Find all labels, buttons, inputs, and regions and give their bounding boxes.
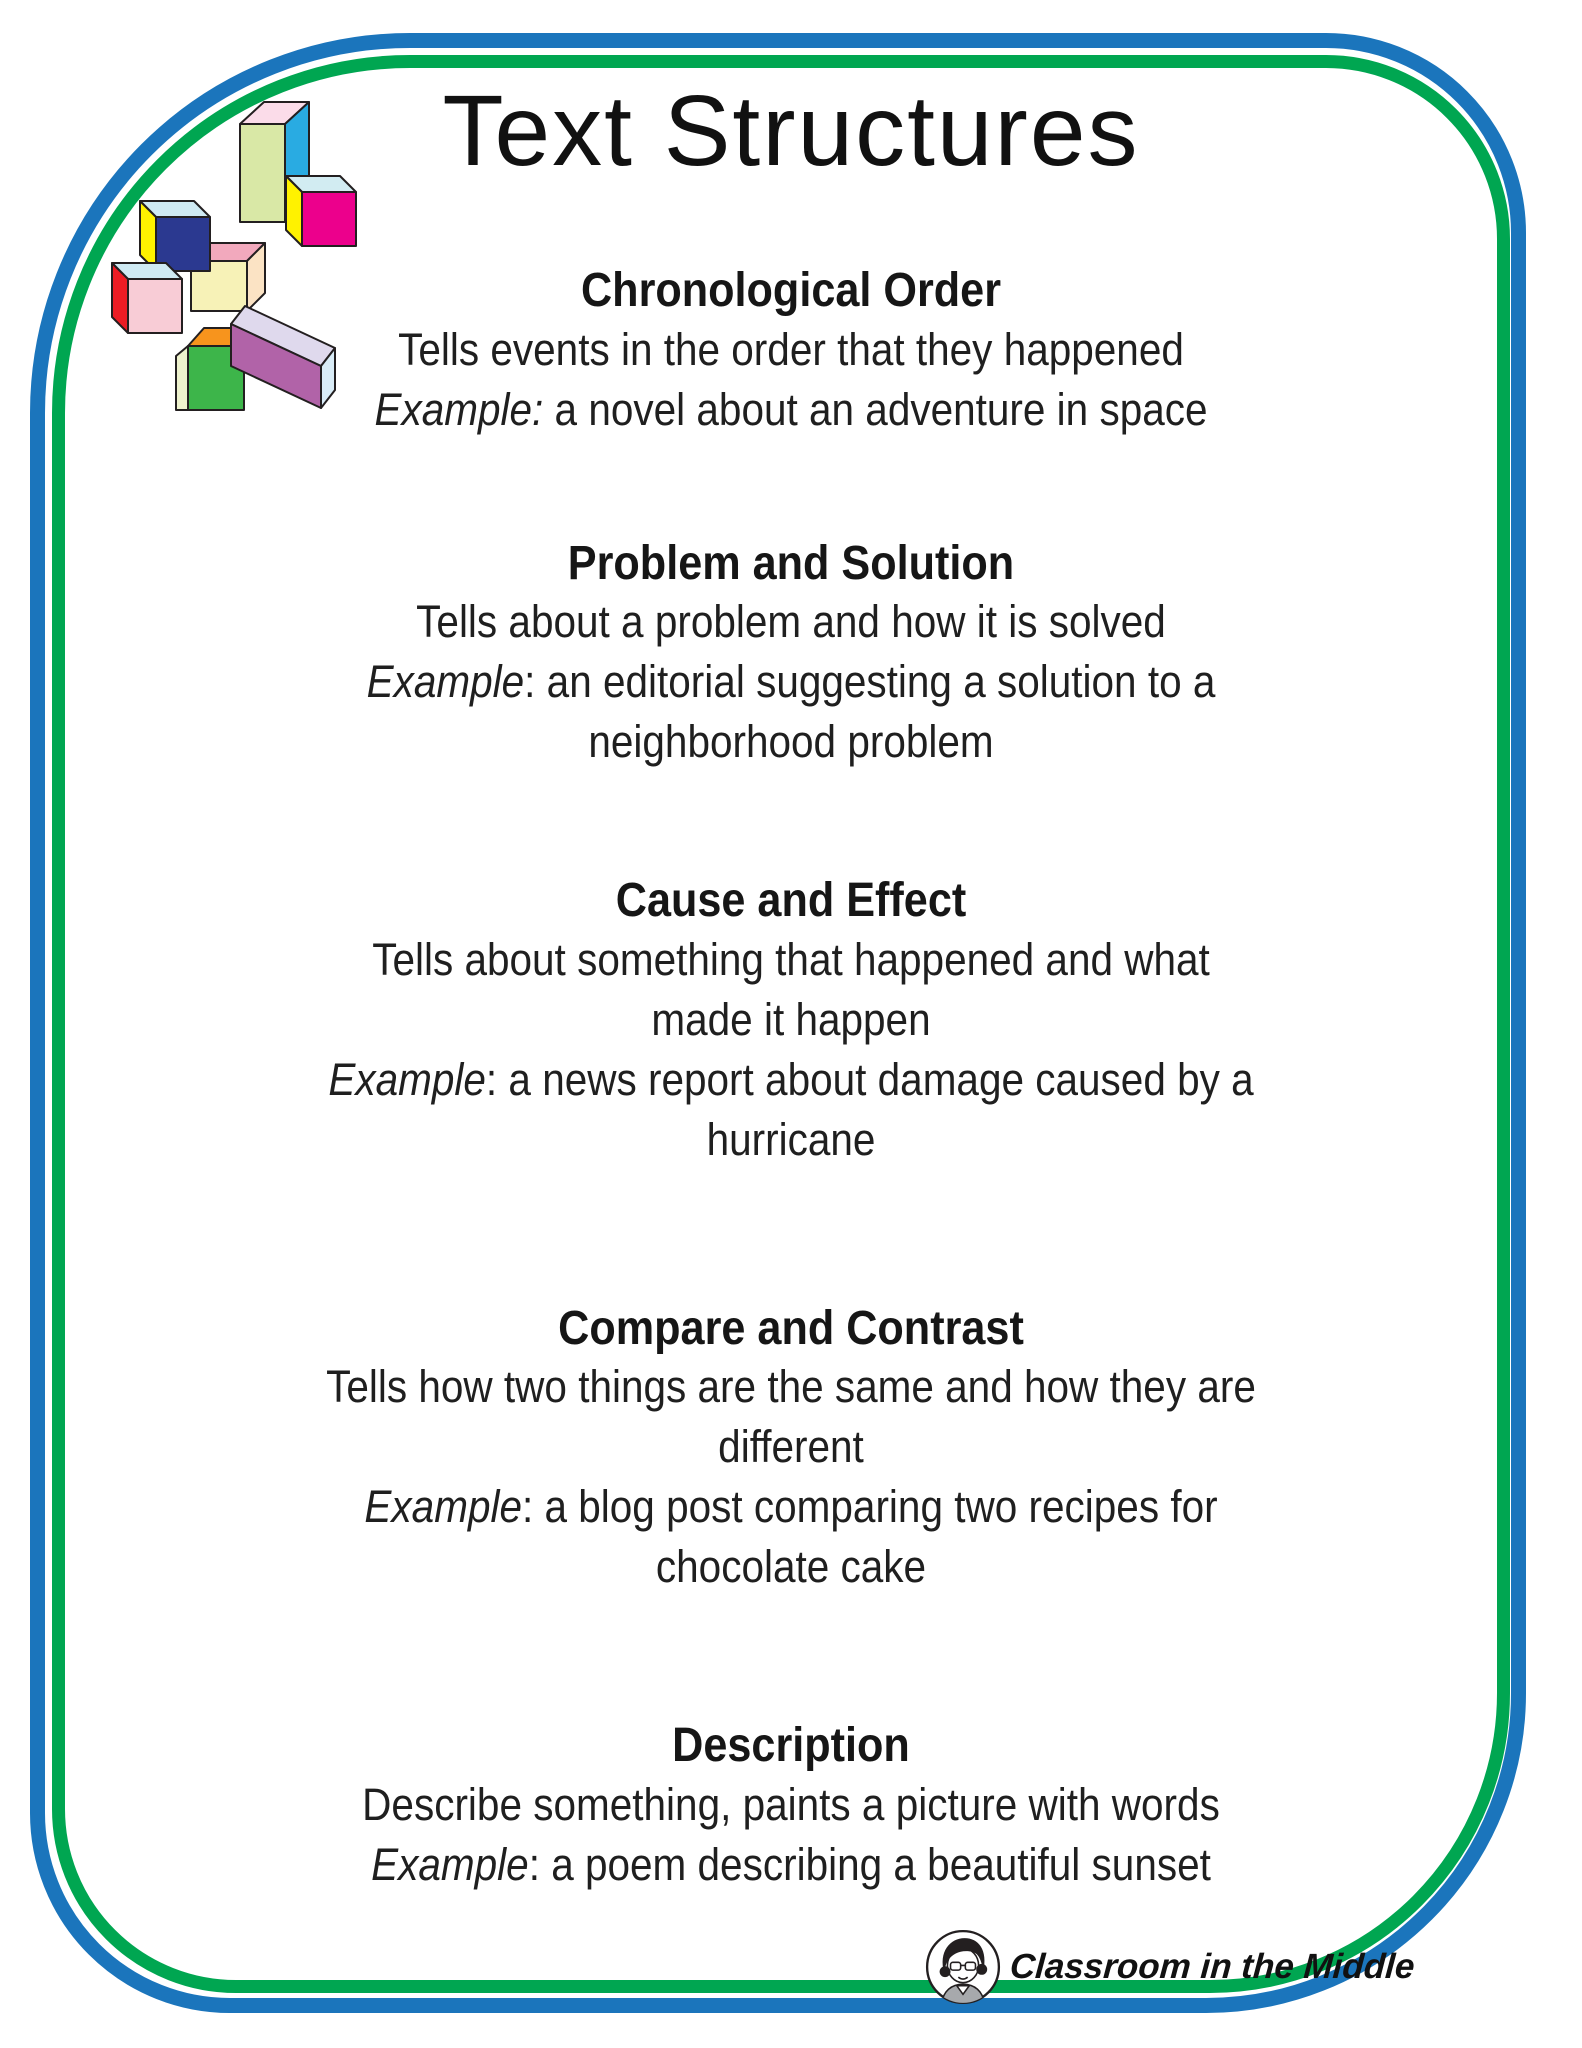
section-heading: Description (672, 1719, 910, 1773)
section-text-line (79, 1357, 1503, 1417)
section-example-line (79, 1050, 1503, 1110)
line-text: Tells how two things are the same and how they are (326, 1361, 1256, 1413)
section-heading: Compare and Contrast (558, 1301, 1024, 1355)
example-label: Example (364, 1481, 522, 1533)
section-heading: Chronological Order (580, 264, 1002, 317)
line-text: chocolate cake (655, 1541, 927, 1593)
section-example-line (79, 1477, 1503, 1537)
section-heading: Problem and Solution (567, 536, 1015, 590)
classroom-in-the-middle-logo (924, 1928, 1415, 2006)
line-text: : a poem describing a beautiful sunset (528, 1838, 1211, 1890)
line-text: different (718, 1421, 864, 1473)
section-compare-and-contrast (79, 1300, 1503, 1598)
section-text-line (79, 592, 1503, 652)
section-example-line (79, 712, 1503, 772)
section-example-line (79, 1110, 1503, 1170)
section-chronological-order (79, 262, 1503, 440)
sections-column (79, 262, 1503, 1895)
line-text: neighborhood problem (588, 716, 994, 768)
line-text: Tells about a problem and how it is solved (416, 596, 1166, 648)
section-cause-and-effect (79, 872, 1503, 1170)
line-text: Describe something, paints a picture with words (362, 1778, 1220, 1830)
example-label: Example (328, 1053, 486, 1105)
example-label: Example (371, 1838, 529, 1890)
section-example-line (79, 1537, 1503, 1597)
section-text-line (79, 320, 1503, 380)
section-example-line (79, 1835, 1503, 1895)
section-text-line (79, 1417, 1503, 1477)
line-text: Tells events in the order that they happened (398, 323, 1184, 375)
section-text-line (79, 1775, 1503, 1835)
section-example-line (79, 652, 1503, 712)
line-text: Tells about something that happened and what (372, 933, 1210, 985)
section-description (79, 1717, 1503, 1895)
section-heading: Cause and Effect (615, 874, 967, 928)
avatar-icon (924, 1928, 1002, 2006)
line-text: : a news report about damage caused by a (485, 1053, 1254, 1105)
section-example-line (79, 380, 1503, 440)
section-problem-and-solution (79, 535, 1503, 773)
page-title: Text Structures (442, 75, 1140, 187)
line-text: a novel about an adventure in space (543, 383, 1208, 435)
section-text-line (79, 930, 1503, 990)
example-label: Example (366, 656, 525, 708)
logo-text: Classroom in the Middle (1008, 1947, 1416, 1986)
line-text: hurricane (706, 1113, 876, 1165)
example-label: Example: (374, 383, 544, 435)
section-text-line (79, 990, 1503, 1050)
line-text: made it happen (651, 993, 931, 1045)
line-text: : an editorial suggesting a solution to a (524, 656, 1216, 708)
line-text: : a blog post comparing two recipes for (521, 1481, 1218, 1533)
